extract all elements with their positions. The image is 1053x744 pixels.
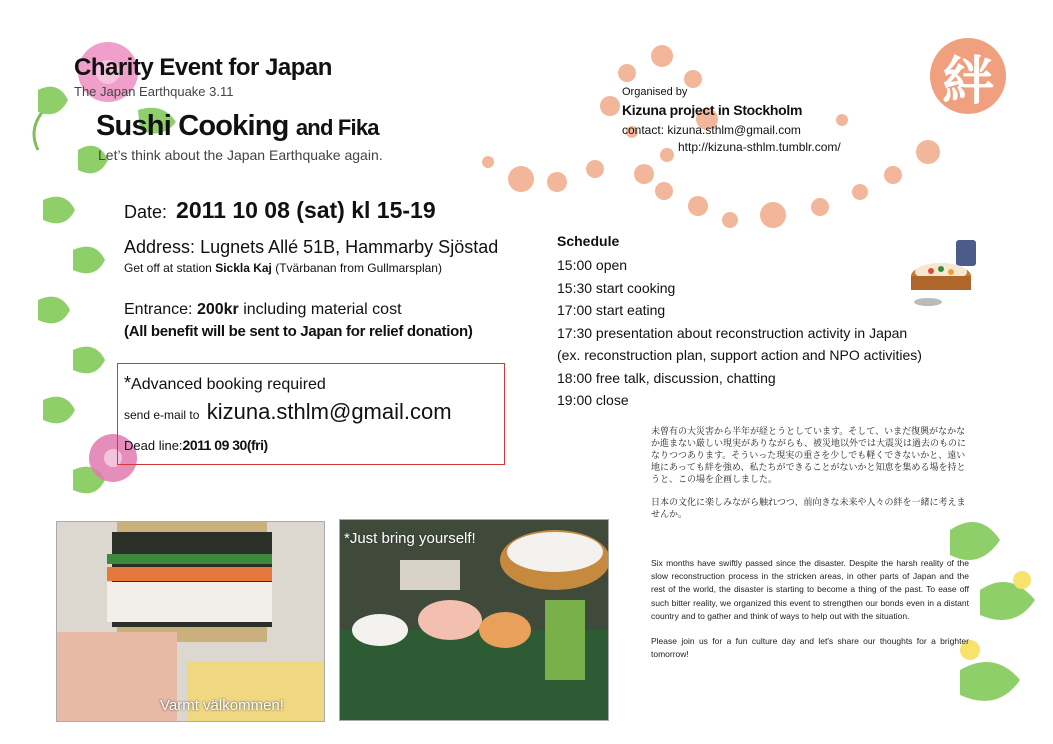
photo-caption-welcome: Varmt välkommen! bbox=[160, 697, 284, 714]
party-food-illustration bbox=[340, 520, 608, 720]
photo-caption-bring-yourself: *Just bring yourself! bbox=[344, 530, 476, 547]
organiser-url[interactable]: http://kizuna-sthlm.tumblr.com/ bbox=[678, 140, 841, 154]
event-category-title: Charity Event for Japan bbox=[74, 54, 332, 81]
schedule-item: 15:00 open bbox=[557, 257, 628, 273]
event-category-subtitle: The Japan Earthquake 3.11 bbox=[74, 84, 234, 99]
event-title-main: Sushi Cooking bbox=[96, 110, 289, 142]
kizuna-logo bbox=[930, 38, 1006, 114]
station-name: Sickla Kaj bbox=[215, 261, 272, 275]
station-suffix: (Tvärbanan from Gullmarsplan) bbox=[275, 261, 442, 275]
booking-required-text: Advanced booking required bbox=[131, 376, 326, 393]
sushi-rolling-photo bbox=[56, 521, 325, 722]
japanese-paragraph: 日本の文化に楽しみながら触れつつ、前向きな未来や人々の絆を一緒に考えませんか。 bbox=[651, 497, 966, 519]
date-label: Date: bbox=[124, 202, 168, 222]
event-title-and: and Fika bbox=[295, 115, 379, 140]
organiser-label: Organised by bbox=[622, 86, 688, 98]
booking-required bbox=[124, 373, 326, 394]
send-prefix: send e-mail to bbox=[124, 408, 200, 422]
date-value: 2011 10 08 (sat) kl 15-19 bbox=[176, 197, 436, 223]
entrance-fee bbox=[124, 301, 402, 319]
booking-email bbox=[124, 399, 452, 425]
schedule-item: 19:00 close bbox=[557, 392, 629, 408]
japanese-paragraph: 未曾有の大災害から半年が経とうとしています。そして、いまだ復興がなかなか進まない厳しい現実がありながらも、被災地以外では大震災は過去のものになりつつあります。そういった現実の重さを少しでも軽くできないかと、遠い地にあっても絆を強め、私たちができることがないかと知恵を集める場を持とうと、この場を企画しました。 bbox=[651, 426, 967, 484]
booking-email-address[interactable]: kizuna.sthlm@gmail.com bbox=[206, 399, 452, 424]
event-date bbox=[124, 197, 436, 224]
deadline-value: 2011 09 30(fri) bbox=[182, 437, 268, 453]
schedule-item: 15:30 start cooking bbox=[557, 279, 676, 296]
event-title bbox=[96, 110, 379, 143]
japanese-description bbox=[651, 425, 971, 531]
schedule-heading: Schedule bbox=[557, 233, 620, 249]
entrance-price: 200kr bbox=[196, 301, 239, 318]
entrance-label: Entrance: bbox=[124, 301, 193, 318]
organiser-name: Kizuna project in Stockholm bbox=[622, 102, 803, 118]
address-label: Address: bbox=[124, 237, 196, 257]
english-paragraph: Six months have swiftly passed since the disaster. Despite the harsh reality of the slow reconstruction process in the stricken areas, in other parts of Japan and the rest of the world, the disaster is starting to become a thing of the past. To ease off such bitter reality, we organized this event to strengthen our bonds even in a distant country and to gather and think of ways to help out with the situation. bbox=[651, 558, 969, 621]
schedule-item: 18:00 free talk, discussion, chatting bbox=[557, 369, 776, 386]
kizuna-kanji: 絆 bbox=[941, 50, 994, 112]
address-value: Lugnets Allé 51B, Hammarby Sjöstad bbox=[200, 237, 499, 257]
booking-star: * bbox=[124, 373, 132, 393]
station-info bbox=[124, 261, 442, 275]
party-food-photo bbox=[339, 519, 609, 721]
event-address bbox=[124, 237, 498, 258]
english-paragraph: Please join us for a fun culture day and let's share our thoughts for a brighter tomorrow! bbox=[651, 636, 969, 660]
entrance-suffix: including material cost bbox=[243, 301, 402, 318]
english-description bbox=[651, 557, 969, 673]
station-prefix: Get off at station bbox=[124, 261, 212, 275]
organiser-contact[interactable]: contact: kizuna.sthlm@gmail.com bbox=[622, 123, 801, 137]
flower-icon bbox=[1013, 571, 1031, 589]
schedule-list bbox=[557, 254, 922, 412]
event-tagline: Let’s think about the Japan Earthquake again. bbox=[98, 147, 383, 163]
sushi-rolling-illustration bbox=[57, 522, 324, 721]
booking-deadline bbox=[124, 437, 268, 453]
deadline-label: Dead line: bbox=[124, 438, 183, 453]
benefit-note: (All benefit will be sent to Japan for relief donation) bbox=[124, 323, 473, 340]
schedule-item: (ex. reconstruction plan, support action and NPO activities) bbox=[557, 347, 922, 363]
schedule-item: 17:30 presentation about reconstruction activity in Japan bbox=[557, 324, 908, 341]
schedule-item: 17:00 start eating bbox=[557, 302, 666, 318]
